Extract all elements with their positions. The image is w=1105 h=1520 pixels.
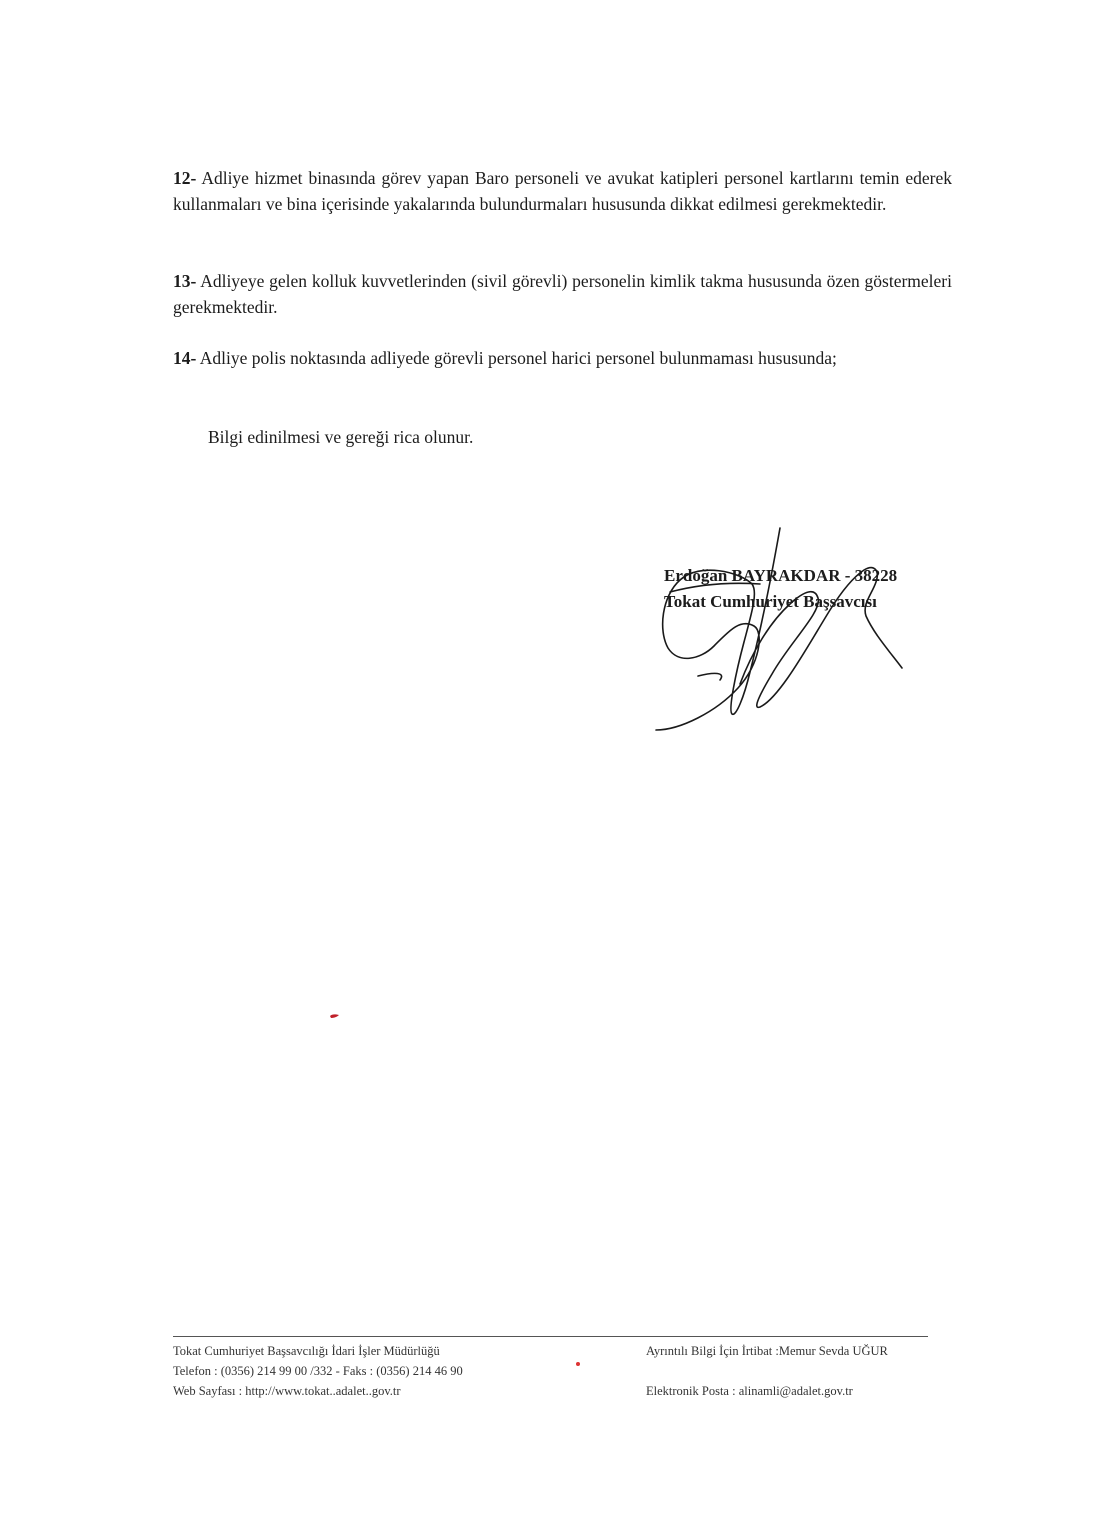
paragraph-12 <box>173 165 952 217</box>
closing-line: Bilgi edinilmesi ve gereği rica olunur. <box>208 427 474 447</box>
paragraph-text: Adliye hizmet binasında görev yapan Baro personeli ve avukat katipleri personel kartlarını temin ederek kullanmaları ve bina içerisinde yakalarında bulundurmaları hususunda dikkat edilmesi gerekmektedir. <box>173 168 952 214</box>
signatory-name: Erdoğan BAYRAKDAR - 38228 <box>664 566 898 585</box>
paragraph-14 <box>173 345 952 371</box>
footer-contact-person: Ayrıntılı Bilgi İçin İrtibat :Memur Sevda UĞUR <box>646 1344 888 1358</box>
footer-office-name: Tokat Cumhuriyet Başsavcılığı İdari İşler Müdürlüğü <box>173 1344 440 1358</box>
paragraph-number: 12- <box>173 168 197 188</box>
footer-divider <box>173 1336 928 1337</box>
paragraph-text: Adliye polis noktasında adliyede görevli personel harici personel bulunmaması hususunda; <box>199 348 837 368</box>
footer-website: Web Sayfası : http://www.tokat..adalet..gov.tr <box>173 1384 401 1398</box>
footer-email: Elektronik Posta : alinamli@adalet.gov.tr <box>646 1384 853 1398</box>
footer-office-info <box>173 1341 463 1401</box>
handwritten-signature <box>640 522 920 737</box>
stray-ink-dot <box>576 1362 580 1366</box>
paragraph-number: 14- <box>173 348 197 368</box>
paragraph-13 <box>173 268 952 320</box>
footer-contact-info <box>646 1341 888 1401</box>
paragraph-text: Adliyeye gelen kolluk kuvvetlerinden (sivil görevli) personelin kimlik takma hususunda özen göstermeleri gerekmektedir. <box>173 271 952 317</box>
paragraph-number: 13- <box>173 271 197 291</box>
footer-phone-fax: Telefon : (0356) 214 99 00 /332 - Faks : (0356) 214 46 90 <box>173 1364 463 1378</box>
stray-ink-mark <box>330 1013 340 1019</box>
signatory-title: Tokat Cumhuriyet Başsavcısı <box>664 592 877 611</box>
